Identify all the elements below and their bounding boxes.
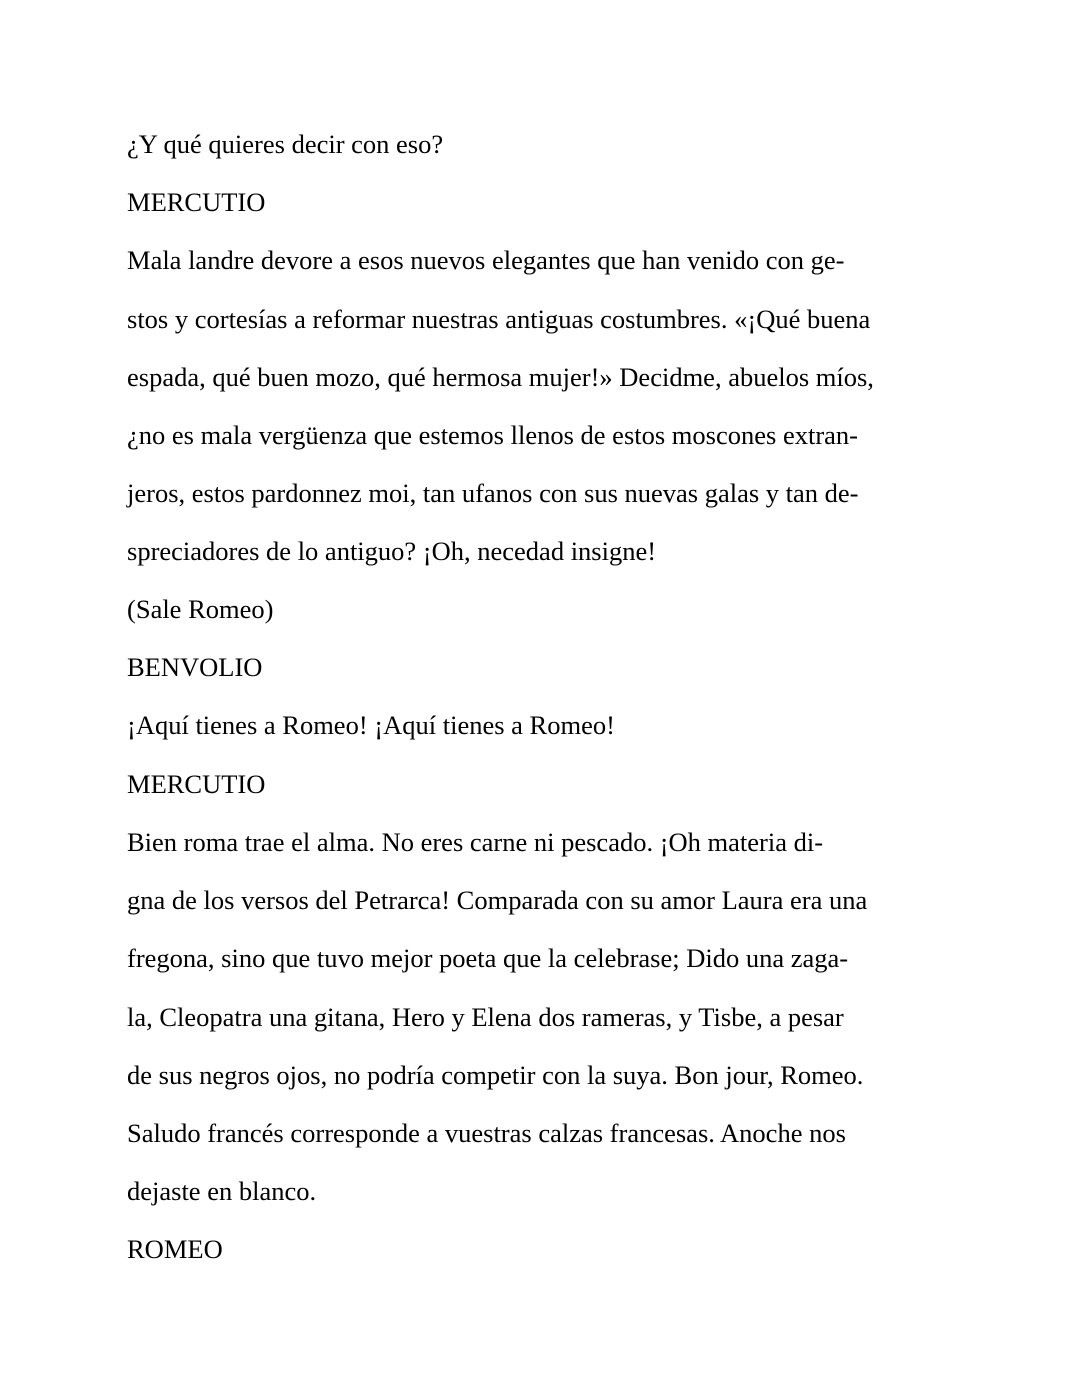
- dialogue-line: la, Cleopatra una gitana, Hero y Elena dos rameras, y Tisbe, a pesar: [127, 1002, 844, 1032]
- dialogue-line: ¿Y qué quieres decir con eso?: [127, 129, 444, 159]
- dialogue-line: de sus negros ojos, no podría competir con la suya. Bon jour, Romeo.: [127, 1060, 864, 1090]
- speaker-name: MERCUTIO: [127, 187, 266, 217]
- dialogue-line: espada, qué buen mozo, qué hermosa mujer!» Decidme, abuelos míos,: [127, 362, 874, 392]
- dialogue-line: jeros, estos pardonnez moi, tan ufanos con sus nuevas galas y tan de-: [127, 478, 859, 508]
- dialogue-line: spreciadores de lo antiguo? ¡Oh, necedad insigne!: [127, 536, 657, 566]
- dialogue-line: dejaste en blanco.: [127, 1176, 317, 1206]
- dialogue-line: Mala landre devore a esos nuevos elegantes que han venido con ge-: [127, 245, 845, 275]
- speaker-name: ROMEO: [127, 1234, 223, 1264]
- dialogue-line: fregona, sino que tuvo mejor poeta que la celebrase; Dido una zaga-: [127, 943, 849, 973]
- dialogue-line: stos y cortesías a reformar nuestras antiguas costumbres. «¡Qué buena: [127, 304, 871, 334]
- dialogue-line: Bien roma trae el alma. No eres carne ni pescado. ¡Oh materia di-: [127, 827, 824, 857]
- dialogue-line: ¡Aquí tienes a Romeo! ¡Aquí tienes a Romeo!: [127, 710, 615, 740]
- stage-direction: (Sale Romeo): [127, 594, 274, 624]
- dialogue-line: Saludo francés corresponde a vuestras calzas francesas. Anoche nos: [127, 1118, 846, 1148]
- dialogue-line: ¿no es mala vergüenza que estemos llenos de estos moscones extran-: [127, 420, 858, 450]
- dialogue-line: gna de los versos del Petrarca! Comparada con su amor Laura era una: [127, 885, 868, 915]
- speaker-name: MERCUTIO: [127, 769, 266, 799]
- speaker-name: BENVOLIO: [127, 652, 263, 682]
